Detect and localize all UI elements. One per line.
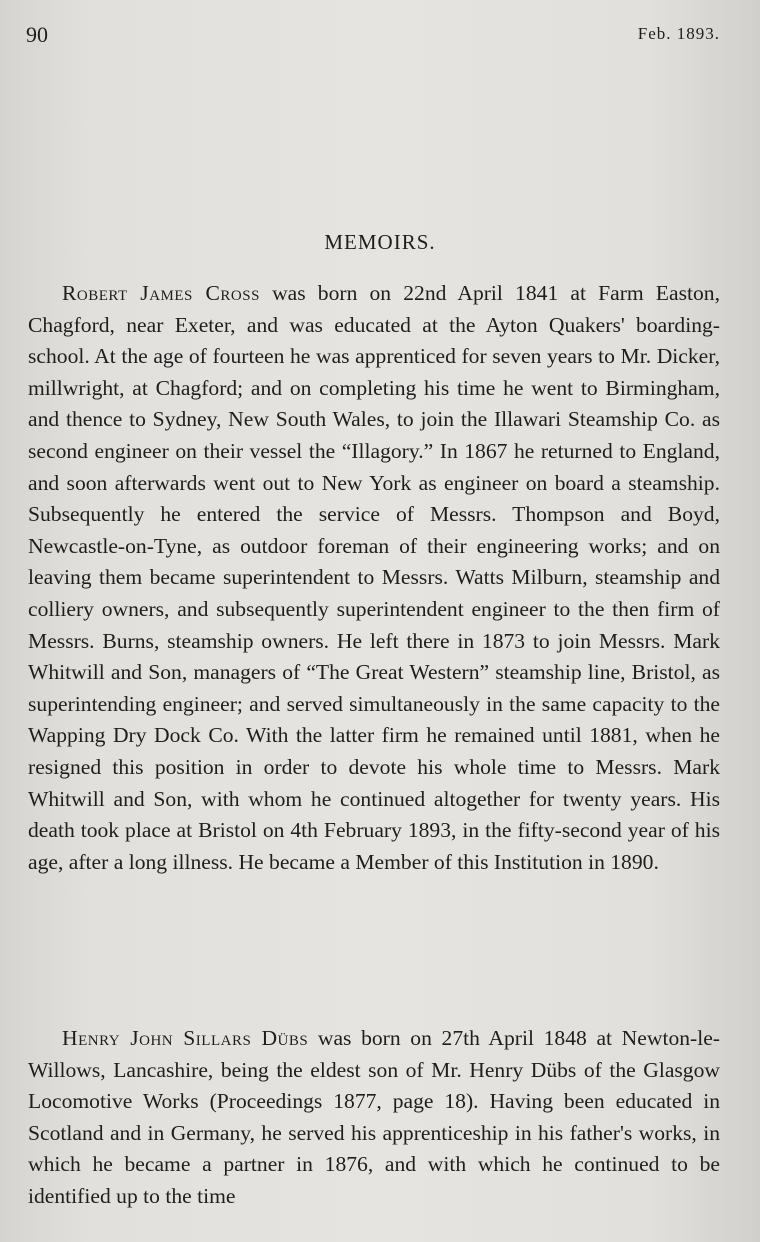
memoir-henry-john-sillars-dubs [28,1023,720,1213]
memoir-paragraph [28,1023,720,1213]
memoir-subject-name: Henry John Sillars Dübs [62,1026,309,1050]
memoir-robert-james-cross [28,278,720,878]
memoir-body-text: was born on 22nd April 1841 at Farm Easton, Chagford, near Exeter, and was educated at the Ayton Quakers' boarding-school. At the age of fourteen he was apprenticed for seven years to Mr. Dicker, millwright, at Chagford; and on completing his time he went to Birmingham, and thence to Sydney, New South Wales, to join the Illawari Steamship Co. as second engineer on their vessel the “Illagory.” In 1867 he returned to England, and soon afterwards went out to New York as engineer on board a steamship. Subsequently he entered the service of Messrs. Thompson and Boyd, Newcastle-on-Tyne, as outdoor foreman of their engineering works; and on leaving them became superintendent to Messrs. Watts Milburn, steamship and colliery owners, and subsequently superintendent engineer to the then firm of Messrs. Burns, steamship owners. He left there in 1873 to join Messrs. Mark Whitwill and Son, managers of “The Great Western” steamship line, Bristol, as superintending engineer; and served simultaneously in the same capacity to the Wapping Dry Dock Co. With the latter firm he remained until 1881, when he resigned this position in order to devote his whole time to Messrs. Mark Whitwill and Son, with whom he continued altogether for twenty years. His death took place at Bristol on 4th February 1893, in the fifty-second year of his age, after a long illness. He became a Member of this Institution in 1890. [28,281,720,874]
memoir-subject-name: Robert James Cross [62,281,260,305]
memoir-paragraph [28,278,720,878]
section-heading: MEMOIRS. [324,230,436,254]
running-head-date: Feb. 1893. [637,24,720,43]
memoir-body-text: was born on 27th April 1848 at Newton-le-Willows, Lancashire, being the eldest son of Mr. Henry Dübs of the Glasgow Locomotive Works (Proceedings 1877, page 18). Having been educated in Scotland and in Germany, he served his apprenticeship in his father's works, in which he became a partner in 1876, and with which he continued to be identified up to the time [28,1026,721,1208]
page-number: 90 [26,22,48,47]
